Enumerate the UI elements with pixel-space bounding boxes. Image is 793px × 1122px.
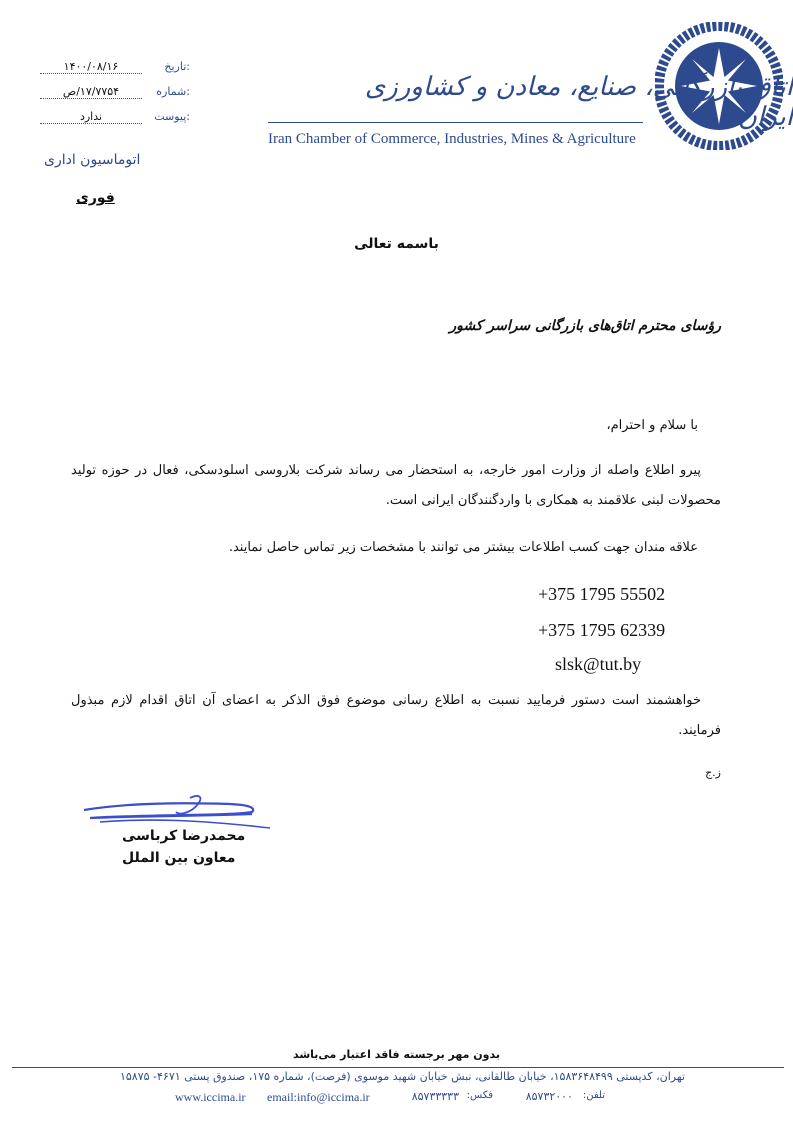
contact-email: slsk@tut.by [555, 654, 642, 674]
footer-fax-value: ۸۵۷۳۳۳۳۳ [411, 1090, 459, 1103]
footer-address: تهران، کدپستی ۱۵۸۳۶۴۸۴۹۹، خیابان طالقانی، نبش خیابان شهید موسوی (فرصت)، شماره ۱۷۵، صندوق پستی ۴۶۷۱- ۱۵۸۷۵ [119, 1070, 685, 1083]
chamber-title-fa: اتاق بازرگانی، صنایع، معادن و کشاورزی ایران [364, 72, 793, 132]
greeting: با سلام و احترام، [606, 418, 698, 433]
chamber-title-en: Iran Chamber of Commerce, Industries, Mines & Agriculture [268, 131, 636, 147]
body-paragraph-3: خواهشمند است دستور فرمایید نسبت به اطلاع رسانی موضوع فوق الذکر به اعضای آن اتاق اقدام لازم مبذول فرمایند. [71, 693, 721, 738]
phone-1: +375 1795 55502 [538, 584, 666, 604]
date-label: تاریخ: [164, 60, 190, 73]
date-field [40, 60, 190, 78]
invocation: باسمه تعالی [354, 236, 439, 252]
number-label: شماره: [156, 85, 190, 98]
footer-phone-label: تلفن: [582, 1090, 605, 1101]
department-label: اتوماسیون اداری [44, 152, 141, 168]
signatory-name: محمدرضا کرباسی [122, 828, 246, 844]
footer-email: email:info@iccima.ir [267, 1090, 370, 1104]
initials: ز.ج [705, 766, 721, 779]
number-field [40, 85, 190, 103]
footer-website: www.iccima.ir [175, 1090, 246, 1104]
footer-notice: بدون مهر برجسته فاقد اعتبار می‌باشد [292, 1048, 501, 1061]
footer-contact-row [175, 1090, 605, 1108]
footer-fax-label: فکس: [466, 1090, 493, 1101]
phone-2: +375 1795 62339 [538, 620, 666, 640]
date-value: ۱۴۰۰/۰۸/۱۶ [40, 60, 142, 74]
signatory-title: معاون بین الملل [122, 850, 236, 866]
attachment-field [40, 110, 190, 128]
body-paragraph-1: پیرو اطلاع واصله از وزارت امور خارجه، به استحضار می رساند شرکت بلاروسی اسلودسکی، فعال در حوزه تولید محصولات لبنی علاقمند به همکاری با واردگنندگان ایرانی است. [71, 463, 721, 508]
attachment-label: پیوست: [154, 110, 190, 123]
header-divider [268, 122, 643, 123]
number-value: ۱۷/۷۷۵۴/ص [40, 85, 142, 99]
urgency-label: فوری [76, 190, 115, 206]
body-paragraph-2: علاقه مندان جهت کسب اطلاعات بیشتر می توانند با مشخصات زیر تماس حاصل نمایند. [228, 540, 698, 555]
footer-divider [12, 1067, 784, 1068]
addressee: رؤسای محترم اتاق‌های بازرگانی سراسر کشور [449, 318, 721, 334]
footer-phone-value: ۸۵۷۳۲۰۰۰ [525, 1090, 573, 1103]
attachment-value: ندارد [40, 110, 142, 124]
